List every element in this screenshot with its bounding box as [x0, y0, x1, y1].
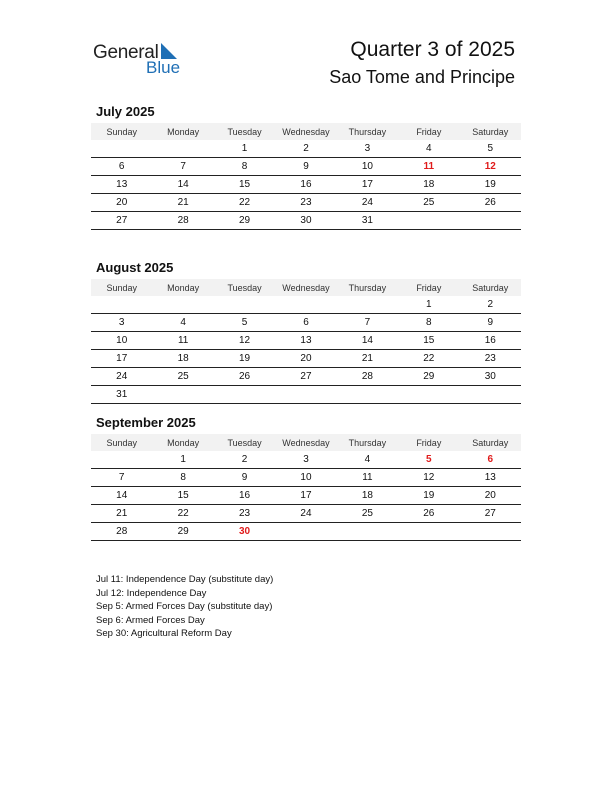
day-cell: 5	[398, 451, 459, 469]
day-cell: 18	[337, 487, 398, 505]
weekday-header: Thursday	[337, 123, 398, 140]
day-cell: 13	[460, 469, 521, 487]
day-cell	[214, 296, 275, 314]
day-cell	[152, 386, 213, 404]
week-row	[91, 487, 521, 505]
week-row	[91, 386, 521, 404]
day-cell: 22	[214, 194, 275, 212]
day-cell: 18	[152, 350, 213, 368]
day-cell: 30	[460, 368, 521, 386]
day-cell: 8	[152, 469, 213, 487]
day-cell: 14	[152, 176, 213, 194]
day-cell: 29	[152, 523, 213, 541]
week-row	[91, 176, 521, 194]
day-cell: 17	[91, 350, 152, 368]
day-cell: 16	[214, 487, 275, 505]
day-cell: 9	[275, 158, 336, 176]
weekday-header: Tuesday	[214, 123, 275, 140]
day-cell: 8	[214, 158, 275, 176]
month-title: August 2025	[96, 260, 174, 275]
day-cell: 25	[398, 194, 459, 212]
day-cell: 16	[275, 176, 336, 194]
day-cell: 2	[214, 451, 275, 469]
day-cell: 22	[398, 350, 459, 368]
day-cell	[275, 523, 336, 541]
day-cell: 7	[152, 158, 213, 176]
day-cell: 6	[460, 451, 521, 469]
day-cell	[460, 386, 521, 404]
day-cell: 12	[398, 469, 459, 487]
holiday-note: Jul 12: Independence Day	[96, 587, 207, 599]
day-cell: 26	[460, 194, 521, 212]
logo-word-general: General	[93, 42, 159, 63]
holiday-note: Sep 5: Armed Forces Day (substitute day)	[96, 601, 273, 613]
holiday-note: Jul 11: Independence Day (substitute day)	[96, 574, 274, 585]
logo-word-blue: Blue	[146, 58, 181, 77]
week-row	[91, 451, 521, 469]
day-cell: 27	[91, 212, 152, 230]
weekday-header: Saturday	[460, 123, 521, 140]
month-september	[91, 415, 521, 541]
day-cell	[152, 140, 213, 158]
day-cell: 15	[214, 176, 275, 194]
calendar-table	[91, 279, 521, 404]
day-cell: 11	[152, 332, 213, 350]
weekday-header: Sunday	[91, 123, 152, 140]
weekday-header: Wednesday	[275, 279, 336, 296]
weekday-header: Tuesday	[214, 279, 275, 296]
week-row	[91, 140, 521, 158]
day-cell: 28	[337, 368, 398, 386]
week-row	[91, 505, 521, 523]
day-cell: 19	[398, 487, 459, 505]
day-cell: 2	[460, 296, 521, 314]
week-row	[91, 469, 521, 487]
day-cell	[460, 523, 521, 541]
page-title: Quarter 3 of 2025	[350, 38, 515, 61]
day-cell: 27	[275, 368, 336, 386]
day-cell: 28	[152, 212, 213, 230]
day-cell: 10	[275, 469, 336, 487]
week-row	[91, 332, 521, 350]
day-cell: 31	[91, 386, 152, 404]
day-cell: 1	[152, 451, 213, 469]
day-cell: 14	[337, 332, 398, 350]
weekday-header: Monday	[152, 434, 213, 451]
weekday-header: Wednesday	[275, 434, 336, 451]
weekday-header: Friday	[398, 434, 459, 451]
day-cell: 5	[214, 314, 275, 332]
day-cell: 19	[460, 176, 521, 194]
day-cell	[337, 296, 398, 314]
month-title: September 2025	[96, 415, 196, 430]
day-cell: 4	[152, 314, 213, 332]
day-cell: 26	[214, 368, 275, 386]
day-cell	[398, 386, 459, 404]
day-cell: 3	[337, 140, 398, 158]
day-cell	[275, 296, 336, 314]
holiday-notes	[96, 573, 273, 641]
day-cell: 28	[91, 523, 152, 541]
day-cell: 5	[460, 140, 521, 158]
day-cell	[337, 523, 398, 541]
logo-triangle-icon	[161, 43, 177, 59]
logo	[93, 40, 193, 80]
day-cell: 12	[214, 332, 275, 350]
day-cell: 6	[91, 158, 152, 176]
day-cell: 26	[398, 505, 459, 523]
week-row	[91, 368, 521, 386]
weekday-header: Thursday	[337, 434, 398, 451]
weekday-header: Sunday	[91, 434, 152, 451]
day-cell: 18	[398, 176, 459, 194]
day-cell: 21	[91, 505, 152, 523]
month-july	[91, 104, 521, 230]
day-cell: 30	[214, 523, 275, 541]
day-cell: 8	[398, 314, 459, 332]
day-cell: 20	[460, 487, 521, 505]
day-cell: 21	[337, 350, 398, 368]
day-cell: 9	[460, 314, 521, 332]
holiday-note: Sep 30: Agricultural Reform Day	[96, 628, 232, 640]
day-cell: 6	[275, 314, 336, 332]
month-title: July 2025	[96, 104, 155, 119]
day-cell: 4	[398, 140, 459, 158]
day-cell: 3	[275, 451, 336, 469]
day-cell: 30	[275, 212, 336, 230]
day-cell: 23	[275, 194, 336, 212]
day-cell	[398, 523, 459, 541]
day-cell: 21	[152, 194, 213, 212]
day-cell: 13	[275, 332, 336, 350]
day-cell: 20	[91, 194, 152, 212]
day-cell: 2	[275, 140, 336, 158]
calendar-table	[91, 434, 521, 541]
day-cell: 19	[214, 350, 275, 368]
day-cell: 7	[337, 314, 398, 332]
day-cell: 1	[214, 140, 275, 158]
day-cell: 7	[91, 469, 152, 487]
day-cell	[214, 386, 275, 404]
day-cell: 23	[214, 505, 275, 523]
calendar-table	[91, 123, 521, 230]
weekday-header: Friday	[398, 123, 459, 140]
weekday-header: Saturday	[460, 279, 521, 296]
day-cell	[337, 386, 398, 404]
day-cell: 29	[398, 368, 459, 386]
weekday-header: Saturday	[460, 434, 521, 451]
day-cell	[460, 212, 521, 230]
day-cell: 10	[91, 332, 152, 350]
day-cell: 14	[91, 487, 152, 505]
day-cell: 27	[460, 505, 521, 523]
page-subtitle: Sao Tome and Principe	[329, 67, 515, 87]
week-row	[91, 523, 521, 541]
week-row	[91, 314, 521, 332]
day-cell: 16	[460, 332, 521, 350]
holiday-note: Sep 6: Armed Forces Day	[96, 614, 205, 626]
day-cell: 25	[337, 505, 398, 523]
day-cell	[91, 140, 152, 158]
day-cell	[152, 296, 213, 314]
day-cell	[91, 451, 152, 469]
day-cell: 20	[275, 350, 336, 368]
day-cell: 24	[337, 194, 398, 212]
week-row	[91, 194, 521, 212]
week-row	[91, 296, 521, 314]
day-cell: 29	[214, 212, 275, 230]
week-row	[91, 350, 521, 368]
month-august	[91, 260, 521, 404]
day-cell: 25	[152, 368, 213, 386]
day-cell: 15	[398, 332, 459, 350]
week-row	[91, 212, 521, 230]
day-cell	[91, 296, 152, 314]
day-cell: 13	[91, 176, 152, 194]
day-cell: 31	[337, 212, 398, 230]
weekday-header: Monday	[152, 123, 213, 140]
weekday-header: Thursday	[337, 279, 398, 296]
day-cell: 3	[91, 314, 152, 332]
day-cell: 17	[337, 176, 398, 194]
day-cell: 12	[460, 158, 521, 176]
day-cell: 24	[91, 368, 152, 386]
weekday-header: Monday	[152, 279, 213, 296]
day-cell: 24	[275, 505, 336, 523]
week-row	[91, 158, 521, 176]
day-cell: 15	[152, 487, 213, 505]
weekday-header: Wednesday	[275, 123, 336, 140]
weekday-header: Friday	[398, 279, 459, 296]
day-cell: 9	[214, 469, 275, 487]
day-cell	[275, 386, 336, 404]
day-cell: 10	[337, 158, 398, 176]
day-cell: 11	[337, 469, 398, 487]
day-cell: 22	[152, 505, 213, 523]
day-cell	[398, 212, 459, 230]
day-cell: 23	[460, 350, 521, 368]
weekday-header: Sunday	[91, 279, 152, 296]
day-cell: 4	[337, 451, 398, 469]
day-cell: 17	[275, 487, 336, 505]
day-cell: 11	[398, 158, 459, 176]
day-cell: 1	[398, 296, 459, 314]
weekday-header: Tuesday	[214, 434, 275, 451]
